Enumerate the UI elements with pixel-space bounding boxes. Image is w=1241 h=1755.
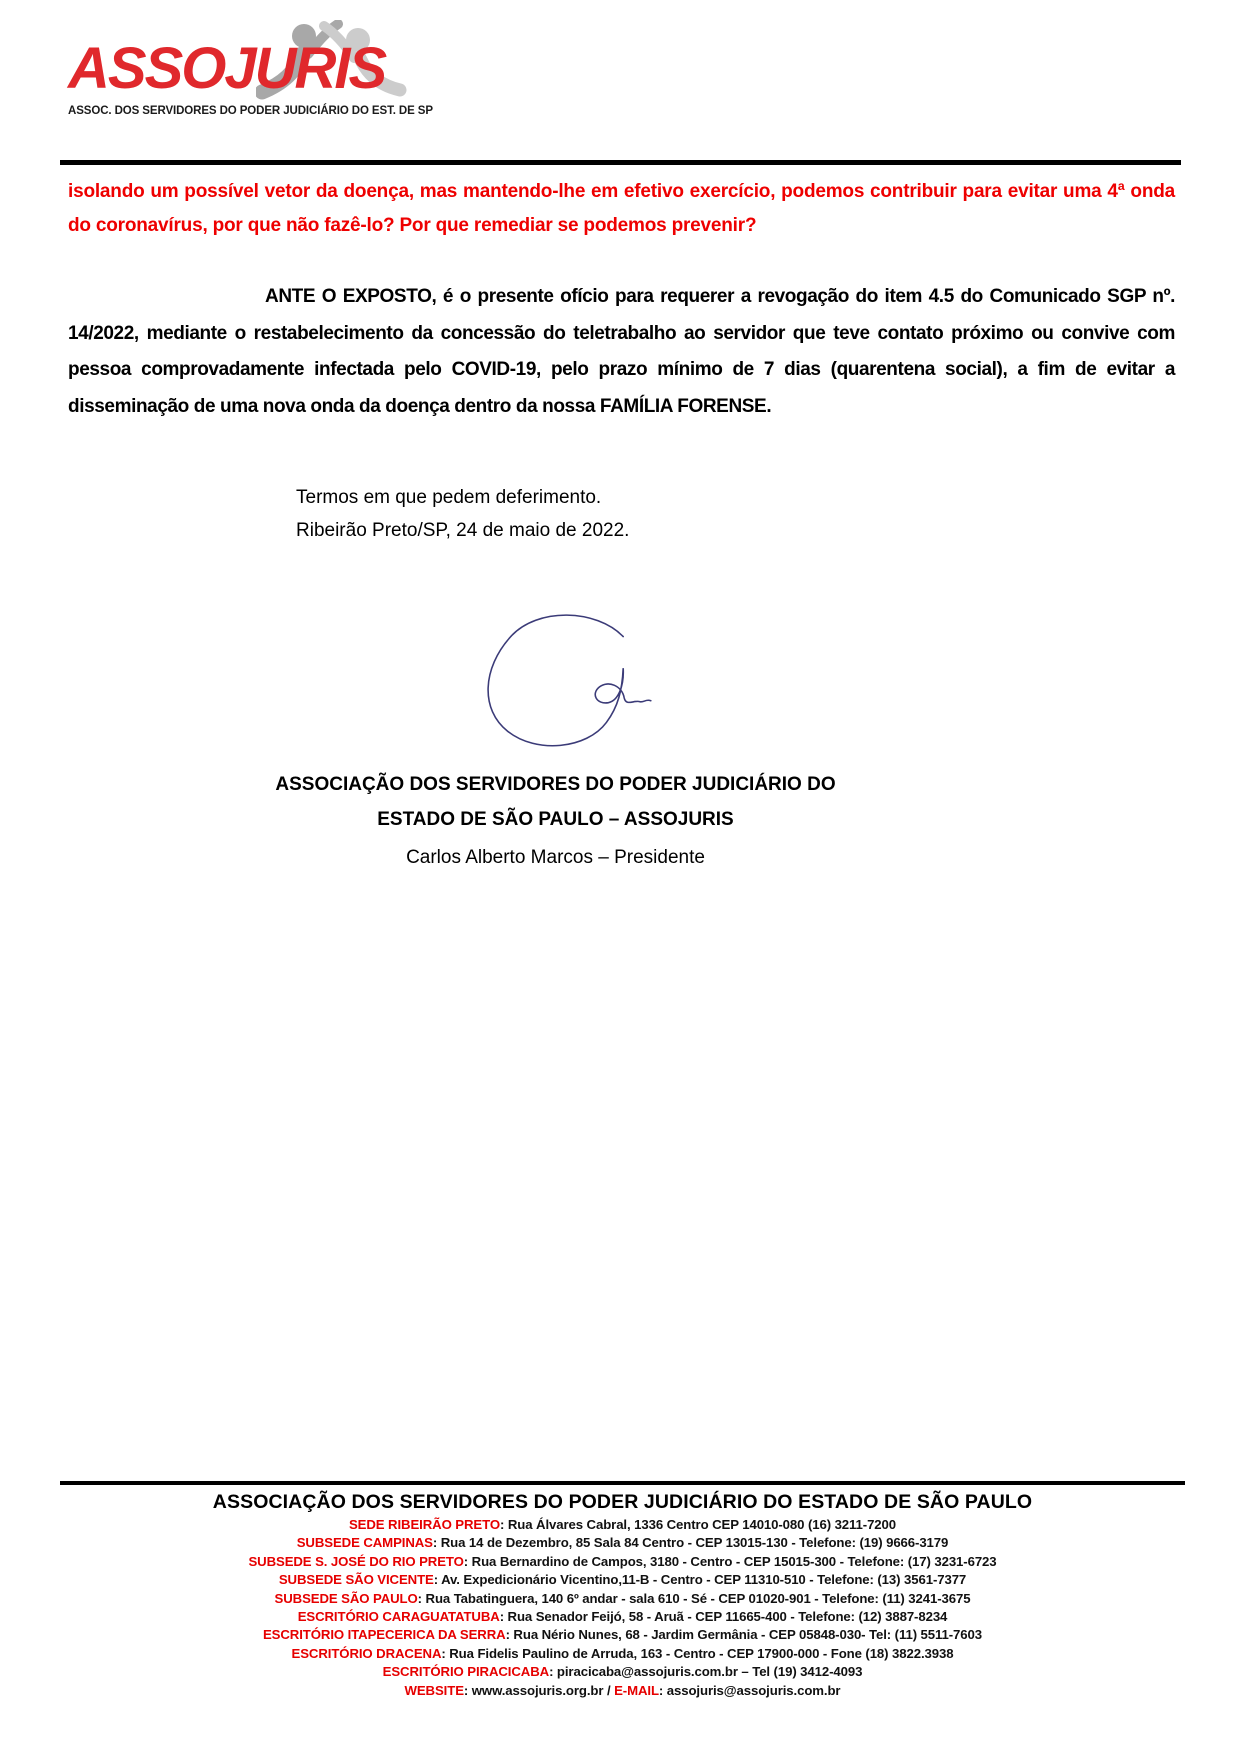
- brand-tagline: ASSOC. DOS SERVIDORES DO PODER JUDICIÁRIO DO EST. DE SP: [68, 105, 433, 117]
- footer-label: ESCRITÓRIO CARAGUATATUBA: [297, 1609, 500, 1625]
- footer-label: SUBSEDE SÃO VICENTE: [278, 1572, 434, 1588]
- footer-label: E-MAIL: [614, 1682, 659, 1698]
- footer: [60, 1481, 1185, 1700]
- footer-lines: [60, 1516, 1185, 1700]
- footer-contact-line: [60, 1663, 1185, 1681]
- signature-stroke-icon: [473, 607, 653, 755]
- footer-contact-line: [60, 1608, 1185, 1626]
- footer-value: : Rua Bernardino de Campos, 3180 - Centro - CEP 15015-300 - Telefone: (17) 3231-6723: [463, 1553, 997, 1569]
- footer-value: : Av. Expedicionário Vicentino,11-B - Centro - CEP 11310-510 - Telefone: (13) 3561-7377: [433, 1572, 967, 1588]
- footer-label: SUBSEDE S. JOSÉ DO RIO PRETO: [248, 1553, 464, 1569]
- footer-value: : Rua 14 de Dezembro, 85 Sala 84 Centro - CEP 13015-130 - Telefone: (19) 9666-3179: [432, 1535, 949, 1551]
- footer-contact-line: [60, 1682, 1185, 1700]
- footer-org-title: ASSOCIAÇÃO DOS SERVIDORES DO PODER JUDICIÁRIO DO ESTADO DE SÃO PAULO: [212, 1491, 1033, 1513]
- footer-contact-line: [60, 1645, 1185, 1663]
- footer-contact-line: [60, 1534, 1185, 1552]
- footer-label: WEBSITE: [404, 1682, 464, 1698]
- footer-value: : Rua Tabatinguera, 140 6º andar - sala 610 - Sé - CEP 01020-901 - Telefone: (11) 3241-3675: [417, 1590, 971, 1606]
- footer-contact-line: [60, 1590, 1185, 1608]
- footer-divider: [60, 1481, 1185, 1485]
- footer-value: : Rua Álvares Cabral, 1336 Centro CEP 14010-080 (16) 3211-7200: [500, 1517, 897, 1532]
- closing-block: [68, 481, 1175, 547]
- closing-line-date: Ribeirão Preto/SP, 24 de maio de 2022.: [296, 520, 630, 541]
- body-paragraph: ANTE O EXPOSTO, é o presente ofício para requerer a revogação do item 4.5 do Comunicado SGP nº. 14/2022, mediante o restabelecimento da concessão do teletrabalho ao servidor que teve contato próximo ou convive com pessoa comprovadamente infectada pelo COVID-19, pelo prazo mínimo de 7 dias (quarentena social), a fim de evitar a disseminação de uma nova onda da doença dentro da nossa FAMÍLIA FORENSE.: [68, 286, 1175, 417]
- footer-value: : Rua Nério Nunes, 68 - Jardim Germânia - CEP 05848-030- Tel: (11) 5511-7603: [505, 1627, 982, 1643]
- footer-label: ESCRITÓRIO PIRACICABA: [382, 1664, 550, 1680]
- intro-paragraph: isolando um possível vetor da doença, mas mantendo-lhe em efetivo exercício, podemos contribuir para evitar uma 4ª onda do coronavírus, por que não fazê-lo? Por que remediar se podemos prevenir?: [68, 181, 1175, 236]
- footer-value: : assojuris@assojuris.com.br: [658, 1682, 841, 1698]
- org-name-line1: ASSOCIAÇÃO DOS SERVIDORES DO PODER JUDICIÁRIO DO: [275, 774, 836, 795]
- footer-contact-line: [60, 1626, 1185, 1644]
- footer-value: : Rua Senador Feijó, 58 - Aruã - CEP 11665-400 - Telefone: (12) 3887-8234: [499, 1609, 948, 1625]
- footer-label: SUBSEDE CAMPINAS: [296, 1535, 433, 1551]
- header-divider: [60, 160, 1181, 165]
- closing-line-deferimento: Termos em que pedem deferimento.: [296, 487, 602, 508]
- brand-wordmark: ASSOJURIS: [68, 36, 386, 101]
- logo: [68, 36, 433, 154]
- footer-label: SUBSEDE SÃO PAULO: [274, 1590, 418, 1606]
- footer-value: : Rua Fidelis Paulino de Arruda, 163 - Centro - CEP 17900-000 - Fone (18) 3822.3938: [441, 1645, 954, 1661]
- signer-name: Carlos Alberto Marcos – Presidente: [406, 847, 705, 868]
- footer-label: SEDE RIBEIRÃO PRETO: [348, 1517, 500, 1532]
- footer-value: : www.assojuris.org.br /: [463, 1682, 615, 1698]
- org-name-line2: ESTADO DE SÃO PAULO – ASSOJURIS: [377, 809, 734, 830]
- footer-value: : piracicaba@assojuris.com.br – Tel (19) 3412-4093: [549, 1664, 863, 1680]
- footer-label: ESCRITÓRIO ITAPECERICA DA SERRA: [262, 1627, 506, 1643]
- footer-contact-line: [60, 1571, 1185, 1589]
- signature-block: [68, 767, 1043, 875]
- footer-contact-line: [60, 1553, 1185, 1571]
- footer-contact-line: [60, 1516, 1185, 1534]
- footer-label: ESCRITÓRIO DRACENA: [291, 1645, 442, 1661]
- handwritten-signature: [473, 607, 653, 755]
